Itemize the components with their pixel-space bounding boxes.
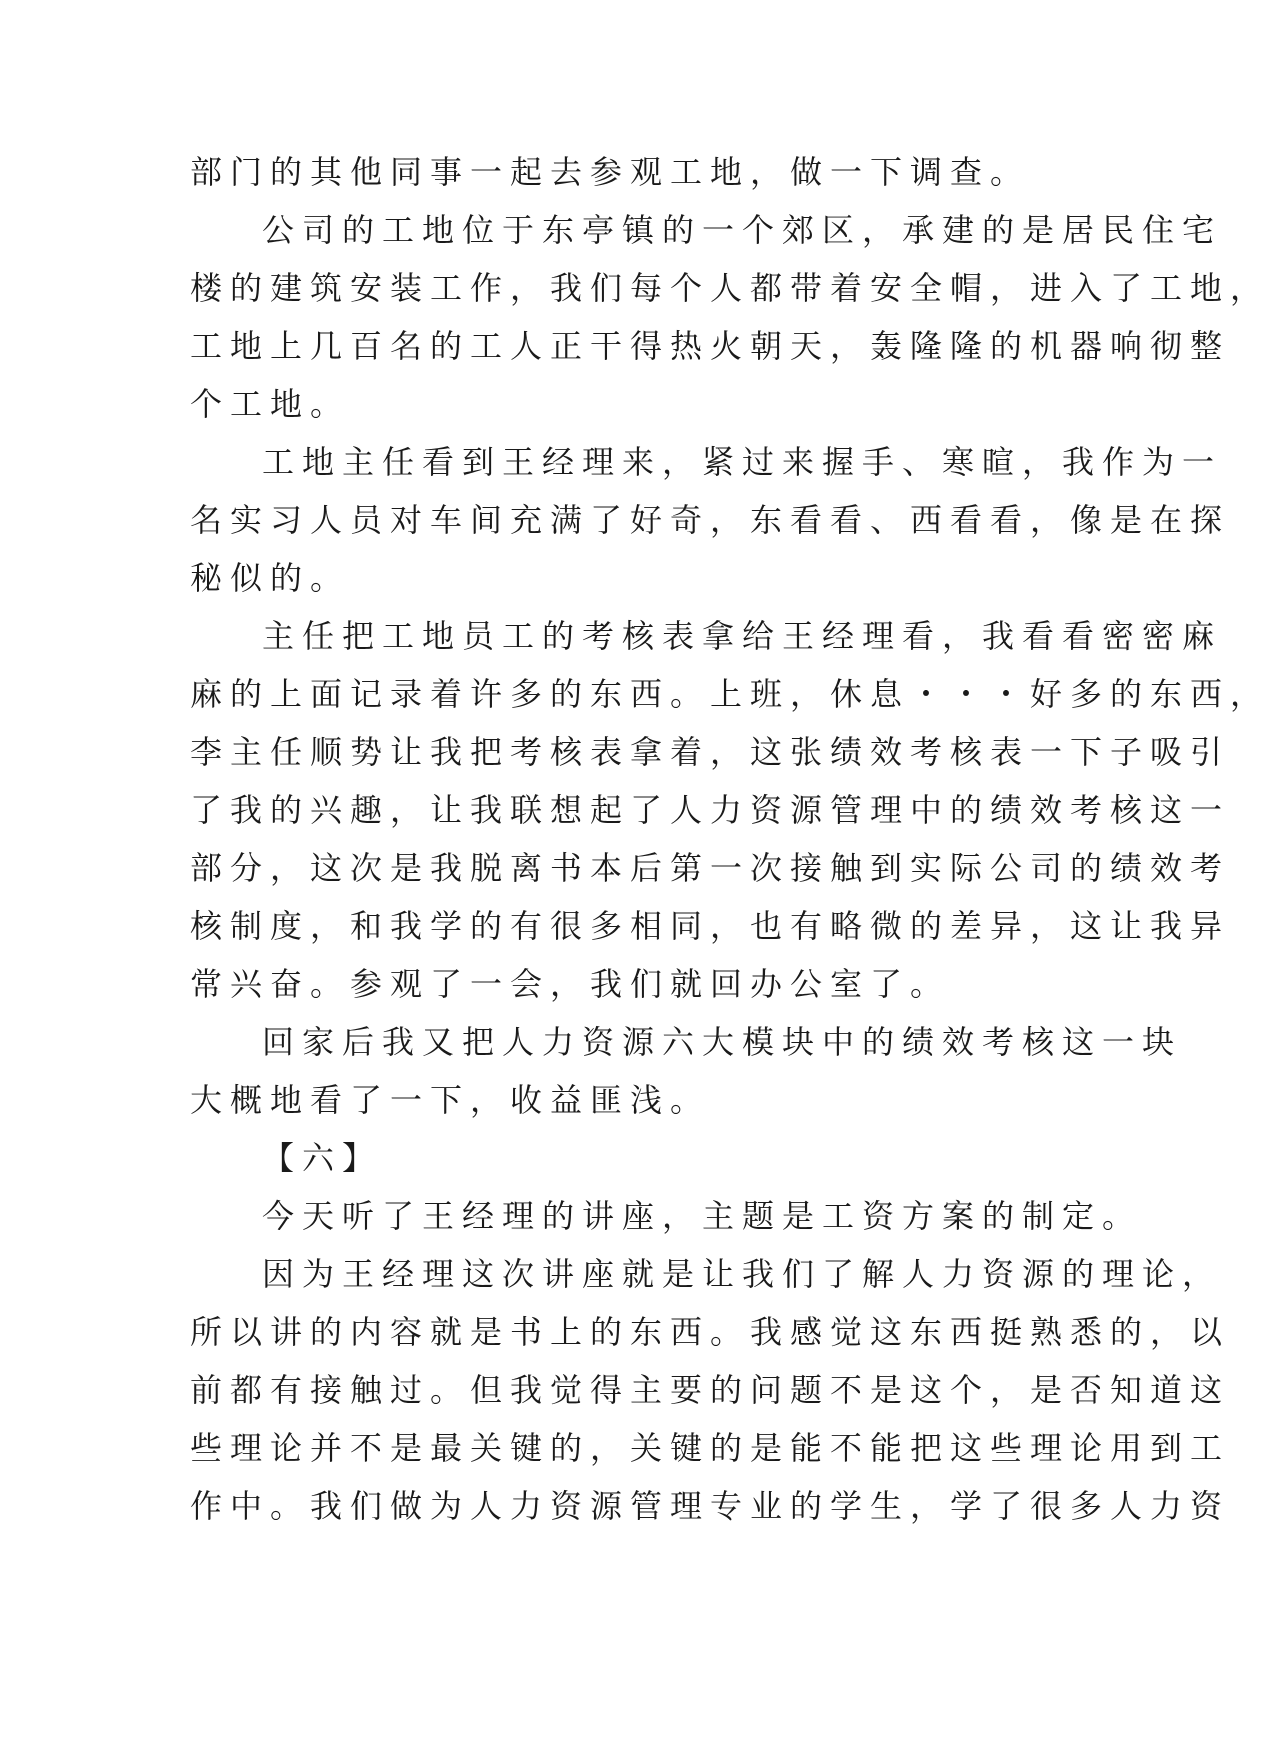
text-line: 些理论并不是最关键的，关键的是能不能把这些理论用到工 — [190, 1429, 1231, 1467]
text-line: 今天听了王经理的讲座，主题是工资方案的制定。 — [262, 1197, 1143, 1235]
text-line: 常兴奋。参观了一会，我们就回办公室了。 — [190, 965, 951, 1003]
text-line: 李主任顺势让我把考核表拿着，这张绩效考核表一下子吸引 — [190, 733, 1231, 771]
text-line: 回家后我又把人力资源六大模块中的绩效考核这一块 — [262, 1023, 1183, 1061]
text-line: 因为王经理这次讲座就是让我们了解人力资源的理论， — [262, 1255, 1223, 1293]
text-line: 核制度，和我学的有很多相同，也有略微的差异，这让我异 — [190, 907, 1231, 945]
text-line: 个工地。 — [190, 385, 351, 423]
text-line: 公司的工地位于东亭镇的一个郊区，承建的是居民住宅 — [262, 211, 1223, 249]
text-line: 主任把工地员工的考核表拿给王经理看，我看看密密麻 — [262, 617, 1223, 655]
text-line: 作中。我们做为人力资源管理专业的学生，学了很多人力资 — [190, 1487, 1231, 1525]
text-line: 所以讲的内容就是书上的东西。我感觉这东西挺熟悉的，以 — [190, 1313, 1231, 1351]
text-line: 名实习人员对车间充满了好奇，东看看、西看看，像是在探 — [190, 501, 1231, 539]
text-line: 前都有接触过。但我觉得主要的问题不是这个，是否知道这 — [190, 1371, 1231, 1409]
text-line: 部门的其他同事一起去参观工地，做一下调查。 — [190, 153, 1031, 191]
section-heading: 【六】 — [262, 1139, 383, 1177]
text-line: 大概地看了一下，收益匪浅。 — [190, 1081, 711, 1119]
text-line: 部分，这次是我脱离书本后第一次接触到实际公司的绩效考 — [190, 849, 1231, 887]
document-page — [190, 143, 1270, 1535]
text-line: 麻的上面记录着许多的东西。上班，休息・・・好多的东西， — [190, 675, 1270, 713]
text-line: 楼的建筑安装工作，我们每个人都带着安全帽，进入了工地， — [190, 269, 1270, 307]
text-line: 工地主任看到王经理来，紧过来握手、寒暄，我作为一 — [262, 443, 1223, 481]
text-line: 工地上几百名的工人正干得热火朝天，轰隆隆的机器响彻整 — [190, 327, 1231, 365]
text-line: 秘似的。 — [190, 559, 351, 597]
text-line: 了我的兴趣，让我联想起了人力资源管理中的绩效考核这一 — [190, 791, 1231, 829]
